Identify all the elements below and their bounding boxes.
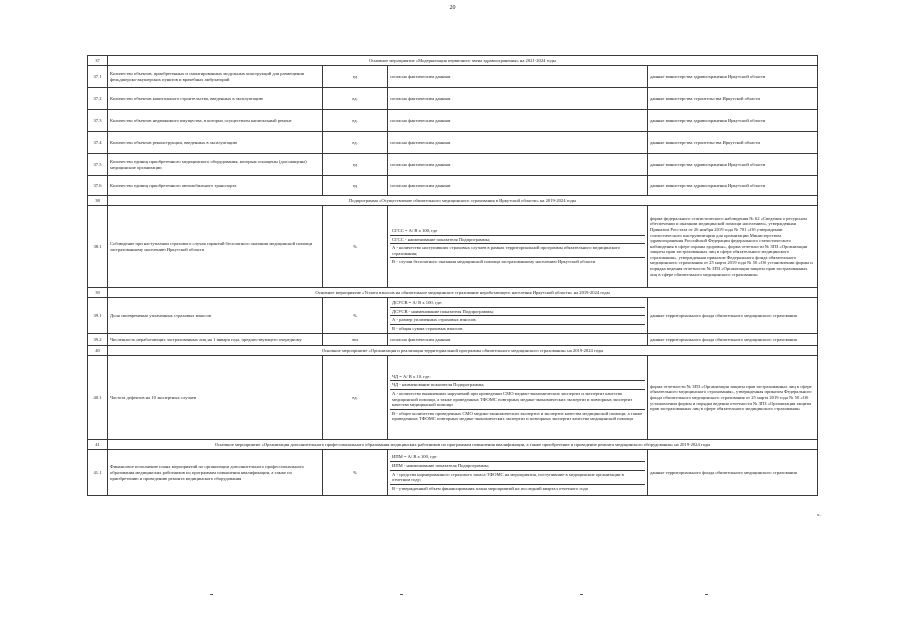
row-number: 37.1 xyxy=(88,66,108,88)
source-cell: форма отчетности № ЗПЗ «Организация защиты прав застрахованных лиц в сфере обязательного медицинского страхования», утвержденная приказом Федерального фонда обязательного медицинского страхования от 25 марта 2019 года № 50 «Об установлении формы и порядка ведения отчетности № ЗПЗ «Организация защиты прав застрахованных лиц в сфере обязательного медицинского страхования» xyxy=(648,356,818,440)
source-cell: данные министерства здравоохранения Иркутской области xyxy=(648,110,818,132)
scan-dash xyxy=(580,594,583,595)
source-cell: форма федерального статистического наблюдения № 62 «Сведения о ресурсном обеспечении и оказании медицинской помощи населению», утвержденная Приказом Росстата от 26 ноября 2019 года № 701 «Об утверждении статистического инструментария для организации Министерством здравоохранения Российской Федерации федерального статистического наблюдения в сфере охраны здоровья», форма отчетности № ЗПЗ «Организация защиты прав застрахованных лиц в сфере обязательного медицинского страхования», утвержденная приказом Федерального фонда обязательного медицинского страхования от 25 марта 2019 года № 50 «Об установлении формы и порядка ведения отчетности № ЗПЗ «Организация защиты прав застрахованных лиц в сфере обязательного медицинского страхования» xyxy=(648,206,818,288)
unit-cell: ед xyxy=(323,66,388,88)
unit-cell: чел xyxy=(323,334,388,346)
formula-line: ДСУСВ = А/ В х 100, где: xyxy=(390,299,645,308)
method-cell xyxy=(388,176,648,196)
indicator-name: Количество единиц приобретенного медицинского оборудования, которым оснащены (дооснащены) медицинские организации xyxy=(108,154,323,176)
formula-line: В - общая сумма страховых взносов xyxy=(392,325,463,331)
section-row xyxy=(88,346,818,356)
source-cell: данные министерства строительства Иркутской области xyxy=(648,88,818,110)
method-cell xyxy=(388,356,648,440)
table-row xyxy=(88,132,818,154)
indicator-name: Количество единиц приобретенного автомобильного транспорта xyxy=(108,176,323,196)
page-number: 20 xyxy=(449,5,456,11)
table-row xyxy=(88,356,818,440)
section-title: Основное мероприятие «Уплата взносов на обязательное медицинское страхование неработающего населения Иркутской области» на 2019-2024 годы xyxy=(108,288,818,298)
scan-dash xyxy=(400,594,403,595)
source-cell: данные территориального фонда обязательного медицинского страхования xyxy=(648,334,818,346)
row-number: 38 xyxy=(88,196,108,206)
table-row xyxy=(88,88,818,110)
table-row xyxy=(88,298,818,334)
row-number: 40.1 xyxy=(88,356,108,440)
formula-line: В - утвержденный объем финансирования плана мероприятий на последний квартал отчетного года xyxy=(392,485,588,491)
formula-line: ДСУСВ - наименование показателя Подпрограммы; xyxy=(390,308,645,317)
unit-cell: % xyxy=(323,450,388,496)
method-cell xyxy=(388,88,648,110)
formula-line: СГСС - наименование показателя Подпрограммы; xyxy=(390,236,645,245)
unit-cell: ед. xyxy=(323,110,388,132)
row-number: 37.5 xyxy=(88,154,108,176)
row-number: 38.1 xyxy=(88,206,108,288)
unit-cell: ед xyxy=(323,176,388,196)
method-cell xyxy=(388,154,648,176)
formula-line: ЧД - наименование показателя Подпрограммы; xyxy=(390,381,645,390)
method-cell xyxy=(388,66,648,88)
section-title: Подпрограмма «Осуществление обязательного медицинского страхования в Иркутской области» на 2019-2024 годы xyxy=(108,196,818,206)
scan-dash xyxy=(210,594,213,595)
formula-line: А - количество выявленных нарушений при проведении СМО медико-экономических экспертиз и экспертиз качества медицинской помощи, а также проведенных ТФОМС повторных медико-экономических экспертиз и повторных экспертиз качества медицинской помощи xyxy=(390,390,645,410)
table-row xyxy=(88,110,818,132)
formula-line: ИПМ - наименование показателя Подпрограммы; xyxy=(390,462,645,471)
row-number: 41 xyxy=(88,440,108,450)
unit-cell: % xyxy=(323,298,388,334)
scan-dash xyxy=(705,594,708,595)
section-title: Основное мероприятие «Организация и реализация территориальной программы обязательного медицинского страхования» на 2019-2024 годы xyxy=(108,346,818,356)
method-text: согласно фактическим данным xyxy=(390,139,451,145)
method-text: согласно фактическим данным xyxy=(390,337,451,343)
formula-line: А - средства нормированного страхового запаса ТФОМС на мероприятия, поступившие в медицинские организации в отчетном году; xyxy=(390,471,645,485)
method-text: согласно фактическим данным xyxy=(390,117,451,123)
source-cell: данные министерства строительства Иркутской области xyxy=(648,132,818,154)
method-cell xyxy=(388,132,648,154)
method-text: согласно фактическим данным xyxy=(390,182,451,188)
source-cell: данные территориального фонда обязательного медицинского страхования xyxy=(648,298,818,334)
unit-cell: ед. xyxy=(323,356,388,440)
method-text: согласно фактическим данным xyxy=(390,95,451,101)
table-row xyxy=(88,450,818,496)
row-number: 37 xyxy=(88,56,108,66)
method-text: согласно фактическим данным xyxy=(390,73,451,79)
section-title: Основное мероприятие «Модернизация первичного звена здравоохранения» на 2021-2024 годы xyxy=(108,56,818,66)
method-cell xyxy=(388,206,648,288)
formula-line: В - случаи бесплатного оказания медицинской помощи застрахованному населению Иркутской области xyxy=(392,259,596,265)
indicator-name: Соблюдение при наступлении страхового случая гарантий бесплатного оказания медицинской помощи застрахованному населению Иркутской области xyxy=(108,206,323,288)
indicator-name: Доля своевременно уплаченных страховых взносов xyxy=(108,298,323,334)
row-number: 37.4 xyxy=(88,132,108,154)
indicator-name: Финансовое исполнение плана мероприятий по организации дополнительного профессионального образования медицинских работников по программам повышения квалификации, а также по приобретению и проведению ремонта медицинского оборудования xyxy=(108,450,323,496)
source-cell: данные министерства здравоохранения Иркутской области xyxy=(648,66,818,88)
row-number: 37.6 xyxy=(88,176,108,196)
row-number: 40 xyxy=(88,346,108,356)
indicator-name: Количество объектов, приобретенных и смонтированных модульных конструкций для размещения фельдшерско-акушерских пунктов и врачебных амбулаторий xyxy=(108,66,323,88)
method-text: согласно фактическим данным xyxy=(390,161,451,167)
table-row xyxy=(88,176,818,196)
section-title: Основное мероприятие «Организация дополнительного профессионального образования медицинских работников по программам повышения квалификации, а также приобретение и проведение ремонта медицинского оборудования» на 2019-2024 годы xyxy=(108,440,818,450)
section-row xyxy=(88,56,818,66)
method-cell xyxy=(388,298,648,334)
indicator-name: Частота дефектов на 10 экспертных случаев xyxy=(108,356,323,440)
indicator-name: Количество объектов реконструкции, введенных в эксплуатацию xyxy=(108,132,323,154)
method-cell xyxy=(388,110,648,132)
row-number: 37.2 xyxy=(88,88,108,110)
section-row xyxy=(88,196,818,206)
table-row xyxy=(88,154,818,176)
indicator-name: Количество объектов недвижимого имущества, в которых осуществлен капитальный ремонт xyxy=(108,110,323,132)
source-cell: данные территориального фонда обязательного медицинского страхования xyxy=(648,450,818,496)
row-number: 39.2 xyxy=(88,334,108,346)
unit-cell: ед xyxy=(323,154,388,176)
formula-line: А - размер уплаченных страховых взносов; xyxy=(390,316,645,325)
row-number: 39 xyxy=(88,288,108,298)
section-row xyxy=(88,440,818,450)
formula-line: ИПМ = А/ В х 100, где: xyxy=(390,453,645,462)
closing-quote-mark: ». xyxy=(817,513,821,518)
table-row xyxy=(88,206,818,288)
unit-cell: ед. xyxy=(323,88,388,110)
table-row xyxy=(88,334,818,346)
source-cell: данные министерства здравоохранения Иркутской области xyxy=(648,176,818,196)
formula-line: А - количество наступивших страховых случаев в рамках территориальной программы обязательного медицинского страхования; xyxy=(390,244,645,258)
formula-line: СГСС = А/ В х 100, где xyxy=(390,227,645,236)
row-number: 37.3 xyxy=(88,110,108,132)
method-cell xyxy=(388,450,648,496)
source-cell: данные министерства здравоохранения Иркутской области xyxy=(648,154,818,176)
indicator-name: Численность неработающих застрахованных лиц на 1 января года, предшествующего очередному xyxy=(108,334,323,346)
formula-line: ЧД = А/ В х 10, где: xyxy=(390,373,645,382)
unit-cell: ед. xyxy=(323,132,388,154)
indicator-name: Количество объектов капитального строительства, введенных в эксплуатацию xyxy=(108,88,323,110)
formula-line: В - общее количество проведенных СМО медико-экономических экспертиз и экспертиз качества медицинской помощи, а также проведенных ТФОМС повторных медико-экономических экспертиз и повторных экспертиз качества медицинской помощи xyxy=(392,410,643,422)
section-row xyxy=(88,288,818,298)
row-number: 41.1 xyxy=(88,450,108,496)
unit-cell: % xyxy=(323,206,388,288)
row-number: 39.1 xyxy=(88,298,108,334)
method-cell xyxy=(388,334,648,346)
indicator-table xyxy=(87,55,818,496)
table-row xyxy=(88,66,818,88)
